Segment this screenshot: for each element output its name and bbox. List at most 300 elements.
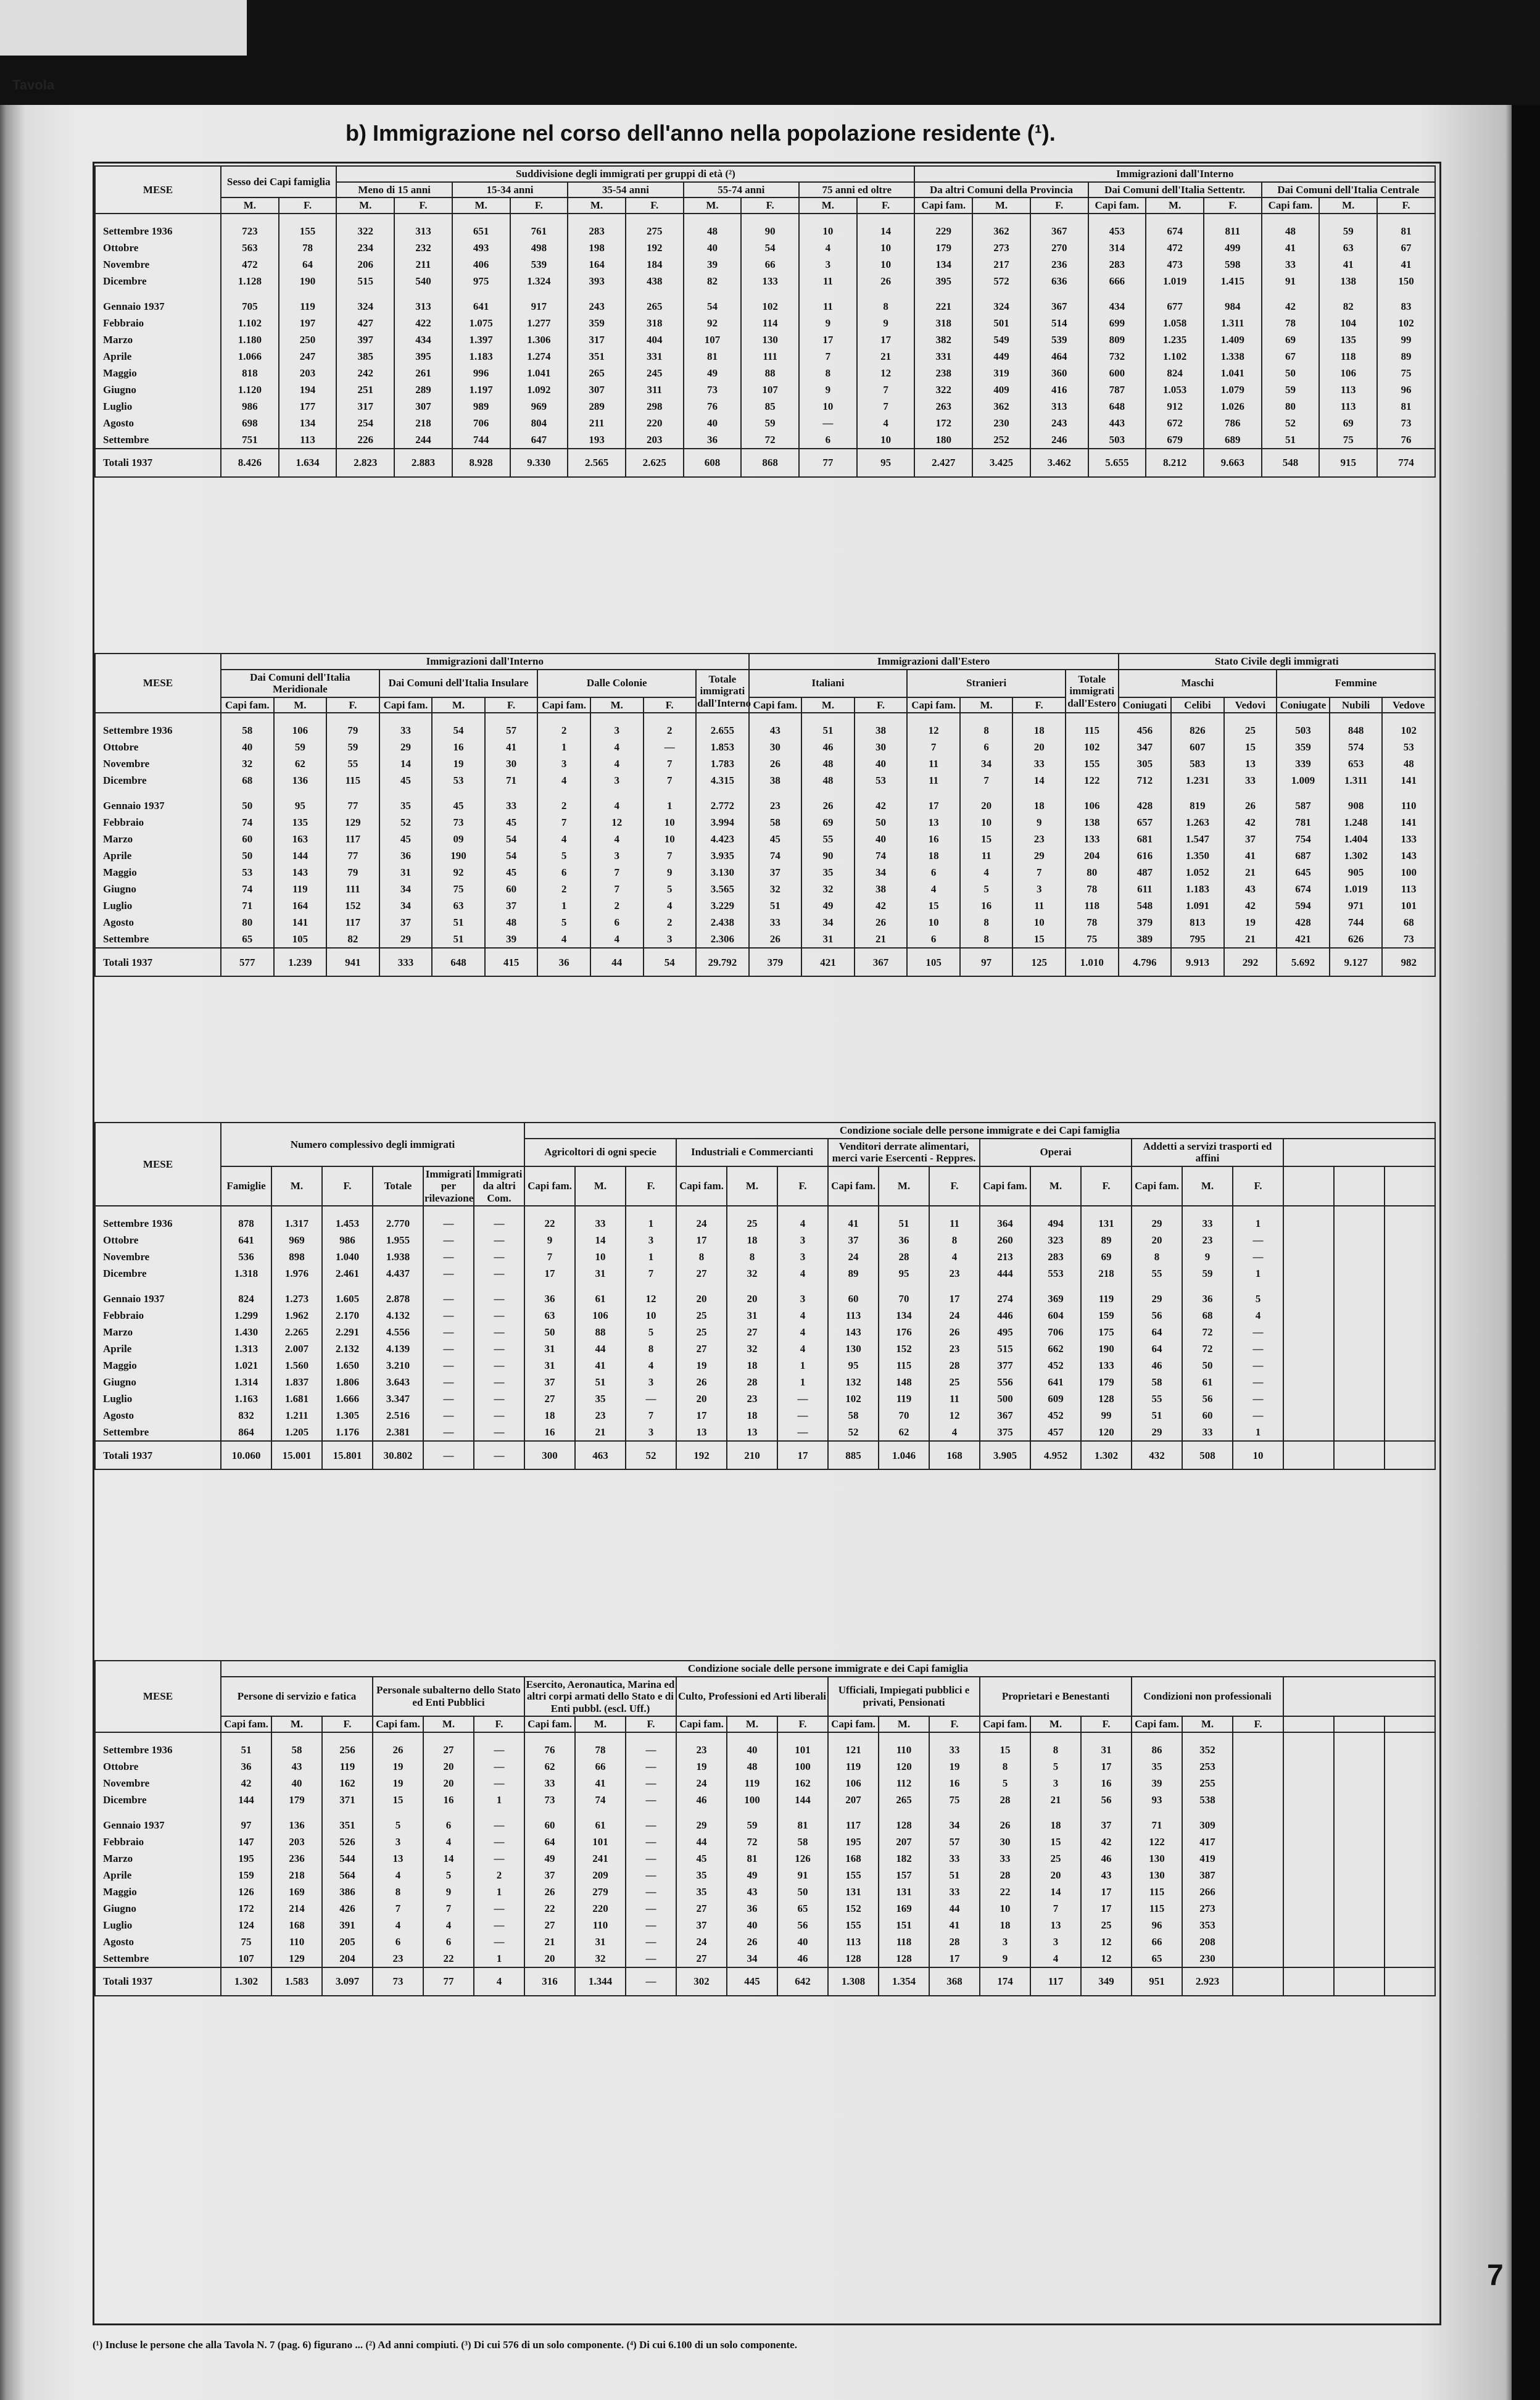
total-cell: 2.565: [568, 449, 626, 477]
table-cell: 64: [524, 1833, 575, 1850]
header-row: [95, 697, 1435, 713]
table-cell: 46: [801, 739, 855, 755]
table-cell: —: [423, 1357, 474, 1374]
total-cell: 885: [828, 1441, 879, 1469]
table-cell: —: [777, 1424, 828, 1441]
total-cell: 292: [1224, 948, 1277, 976]
table-cell: 311: [626, 381, 684, 398]
table-cell: 464: [1030, 348, 1088, 365]
table-cell: 39: [1132, 1775, 1182, 1792]
table-cell: 17: [929, 1290, 980, 1307]
table-cell: 30: [749, 739, 802, 755]
table-cell: —: [777, 1390, 828, 1407]
table-cell: 72: [741, 431, 799, 449]
table-cell: —: [474, 1248, 524, 1265]
table-cell: —: [1233, 1374, 1283, 1390]
table-cell: 787: [1088, 381, 1146, 398]
column-header: 55-74 anni: [684, 182, 799, 198]
table-cell: 207: [879, 1833, 929, 1850]
table-cell: 238: [914, 365, 972, 381]
table-cell: 91: [777, 1867, 828, 1883]
total-cell: 915: [1319, 449, 1377, 477]
total-cell: 868: [741, 449, 799, 477]
table-cell: 17: [676, 1232, 727, 1248]
table-cell: 1: [626, 1248, 676, 1265]
table-cell: 878: [221, 1215, 271, 1232]
total-cell: 951: [1132, 1967, 1182, 1996]
table-cell: 75: [929, 1792, 980, 1808]
table-cell: —: [474, 1933, 524, 1950]
table-cell: 198: [568, 239, 626, 256]
table-cell: 279: [575, 1883, 626, 1900]
total-cell: 168: [929, 1441, 980, 1469]
table-cell: 159: [221, 1867, 271, 1883]
table-cell: —: [1233, 1324, 1283, 1340]
total-label: Totali 1937: [95, 948, 221, 976]
table-cell: 48: [801, 772, 855, 789]
table-row: [95, 1775, 1435, 1792]
table-cell: 54: [684, 298, 742, 315]
table-cell: 352: [1182, 1742, 1233, 1758]
table-cell: 13: [1030, 1917, 1081, 1933]
column-header: [1283, 1677, 1435, 1717]
table-cell: 1.041: [1204, 365, 1262, 381]
table-cell: 540: [394, 273, 452, 289]
table-cell: [1283, 1215, 1334, 1232]
table-cell: 17: [907, 797, 960, 814]
total-cell: 367: [855, 948, 908, 976]
table-cell: 95: [879, 1265, 929, 1282]
table-cell: 45: [749, 831, 802, 847]
table-cell: 10: [799, 223, 857, 239]
table-cell: —: [626, 1390, 676, 1407]
table-cell: 1.053: [1146, 381, 1204, 398]
table-cell: 74: [221, 881, 274, 897]
table-row: [95, 398, 1435, 415]
table-cell: 22: [980, 1883, 1030, 1900]
table-cell: 832: [221, 1407, 271, 1424]
table-cell: 33: [1012, 755, 1066, 772]
table-cell: 4: [929, 1248, 980, 1265]
table-cell: 83: [1377, 298, 1435, 315]
table-cell: 971: [1330, 897, 1383, 914]
table-cell: [1385, 1290, 1435, 1307]
table-cell: 81: [1377, 398, 1435, 415]
table-cell: 41: [575, 1357, 626, 1374]
table-cell: 9: [423, 1883, 474, 1900]
table-cell: 404: [626, 331, 684, 348]
table-cell: [1334, 1867, 1385, 1883]
column-header: Capi fam.: [828, 1716, 879, 1732]
table-cell: —: [423, 1290, 474, 1307]
table-cell: [1283, 1850, 1334, 1867]
table-cell: 514: [1030, 315, 1088, 331]
table-cell: 367: [1030, 298, 1088, 315]
table-cell: 10: [857, 256, 915, 273]
table-cell: 905: [1330, 864, 1383, 881]
table-cell: 1.397: [452, 331, 510, 348]
column-header: Celibi: [1171, 697, 1224, 713]
table-cell: 266: [1182, 1883, 1233, 1900]
table-cell: 176: [879, 1324, 929, 1340]
scan-top-bar: [0, 0, 1540, 105]
table-cell: [1233, 1900, 1283, 1917]
total-cell: 29.792: [696, 948, 749, 976]
table-cell: 17: [1081, 1758, 1132, 1775]
total-cell: 1.302: [221, 1967, 271, 1996]
table-cell: 2: [537, 797, 590, 814]
column-header: Personale subalterno dello Stato ed Enti Pubblici: [373, 1677, 524, 1717]
table-cell: 9: [980, 1950, 1030, 1967]
total-cell: 2.923: [1182, 1967, 1233, 1996]
table-cell: 72: [1182, 1324, 1233, 1340]
table-cell: 46: [1132, 1357, 1182, 1374]
column-header: F.: [929, 1166, 980, 1206]
column-header: Capi fam.: [980, 1166, 1030, 1206]
table-cell: 56: [1182, 1390, 1233, 1407]
column-header: Capi fam.: [914, 197, 972, 214]
table-cell: 67: [1377, 239, 1435, 256]
table-cell: 4: [777, 1307, 828, 1324]
table-cell: 32: [727, 1265, 777, 1282]
table-cell: 12: [1081, 1950, 1132, 1967]
table-row: [95, 1917, 1435, 1933]
column-header: F.: [741, 197, 799, 214]
total-cell: 421: [801, 948, 855, 976]
table-cell: 45: [379, 831, 433, 847]
table-cell: 35: [676, 1867, 727, 1883]
table-cell: 809: [1088, 331, 1146, 348]
column-header: M.: [221, 197, 279, 214]
total-cell: 3.425: [972, 449, 1030, 477]
table-cell: 4: [590, 831, 644, 847]
table-cell: 75: [1319, 431, 1377, 449]
table-cell: 13: [373, 1850, 423, 1867]
table-cell: 42: [1262, 298, 1320, 315]
table-cell: 50: [221, 797, 274, 814]
table-row: [95, 1817, 1435, 1833]
table-row: [95, 331, 1435, 348]
table-cell: 168: [828, 1850, 879, 1867]
table-cell: [1233, 1867, 1283, 1883]
table-cell: 130: [1132, 1850, 1182, 1867]
table-cell: 28: [980, 1792, 1030, 1808]
table-cell: 1: [777, 1357, 828, 1374]
month-label: Giugno: [95, 881, 221, 897]
table-cell: 244: [394, 431, 452, 449]
table-cell: 38: [749, 772, 802, 789]
table-cell: 78: [575, 1742, 626, 1758]
table-cell: 18: [727, 1407, 777, 1424]
table-cell: 220: [626, 415, 684, 431]
total-cell: 5.655: [1088, 449, 1146, 477]
table-row: [95, 881, 1435, 897]
table-cell: 362: [972, 223, 1030, 239]
table-cell: 52: [379, 814, 433, 831]
table-cell: [1283, 1390, 1334, 1407]
table-cell: 88: [575, 1324, 626, 1340]
table-cell: 4.132: [373, 1307, 423, 1324]
table-cell: 29: [1132, 1424, 1182, 1441]
table-cell: 2: [590, 897, 644, 914]
table-cell: 11: [960, 847, 1013, 864]
table-cell: 56: [1081, 1792, 1132, 1808]
column-header: MESE: [95, 654, 221, 713]
table-cell: 148: [879, 1374, 929, 1390]
table-cell: 211: [568, 415, 626, 431]
column-header: F.: [777, 1716, 828, 1732]
table-cell: —: [474, 1290, 524, 1307]
table-cell: 51: [879, 1215, 929, 1232]
table-cell: 44: [676, 1833, 727, 1850]
table-cell: 114: [741, 315, 799, 331]
table-cell: 6: [537, 864, 590, 881]
table-cell: 3: [1012, 881, 1066, 897]
month-label: Luglio: [95, 398, 221, 415]
table-cell: 687: [1277, 847, 1330, 864]
total-cell: 508: [1182, 1441, 1233, 1469]
table-cell: —: [626, 1775, 676, 1792]
table-cell: [1334, 1324, 1385, 1340]
table-cell: 190: [279, 273, 337, 289]
column-header: Immigrazioni dall'Interno: [914, 166, 1435, 182]
table-cell: 25: [1224, 722, 1277, 739]
table-cell: 422: [394, 315, 452, 331]
table-cell: 130: [741, 331, 799, 348]
table-cell: 367: [980, 1407, 1030, 1424]
month-label: Agosto: [95, 1933, 221, 1950]
table-cell: 115: [879, 1357, 929, 1374]
table-cell: 12: [857, 365, 915, 381]
column-header: Capi fam.: [524, 1166, 575, 1206]
table-cell: 317: [336, 398, 394, 415]
table-row: [95, 256, 1435, 273]
table-cell: 101: [777, 1742, 828, 1758]
table-cell: 804: [510, 415, 568, 431]
table-cell: —: [777, 1407, 828, 1424]
table-cell: 21: [524, 1933, 575, 1950]
table-cell: 453: [1088, 223, 1146, 239]
table-cell: 113: [279, 431, 337, 449]
table-cell: 113: [1319, 381, 1377, 398]
table-cell: 131: [1081, 1215, 1132, 1232]
table-cell: [1385, 1817, 1435, 1833]
table-cell: 59: [727, 1817, 777, 1833]
month-label: Maggio: [95, 365, 221, 381]
table-cell: 51: [432, 914, 485, 931]
column-header: F.: [1233, 1716, 1283, 1732]
total-cell: 9.913: [1171, 948, 1224, 976]
month-label: Settembre 1936: [95, 1742, 221, 1758]
table-cell: 438: [626, 273, 684, 289]
table-cell: 641: [452, 298, 510, 315]
table-cell: 11: [929, 1390, 980, 1407]
table-cell: [1283, 1324, 1334, 1340]
table-cell: 848: [1330, 722, 1383, 739]
column-header: Immigrazioni dall'Interno: [221, 654, 749, 670]
table-cell: 92: [432, 864, 485, 881]
table-cell: 1.547: [1171, 831, 1224, 847]
column-header: [1334, 1716, 1385, 1732]
column-header: M.: [684, 197, 742, 214]
table-cell: 3.565: [696, 881, 749, 897]
table-cell: 64: [279, 256, 337, 273]
table-cell: 81: [684, 348, 742, 365]
table-cell: 1.650: [322, 1357, 373, 1374]
table-cell: 22: [423, 1950, 474, 1967]
table-cell: [1334, 1357, 1385, 1374]
table-cell: 25: [676, 1324, 727, 1340]
table-cell: 54: [485, 847, 538, 864]
column-header: M.: [1146, 197, 1204, 214]
table-row: [95, 1758, 1435, 1775]
table-cell: 55: [1132, 1265, 1182, 1282]
column-header: F.: [1204, 197, 1262, 214]
table-cell: 32: [749, 881, 802, 897]
table-cell: [1385, 1742, 1435, 1758]
table-cell: 705: [221, 298, 279, 315]
table-cell: [1283, 1407, 1334, 1424]
total-cell: 1.308: [828, 1967, 879, 1996]
total-row: [95, 1967, 1435, 1996]
table-row: [95, 739, 1435, 755]
total-cell: 10.060: [221, 1441, 271, 1469]
table-cell: 1.075: [452, 315, 510, 331]
table-cell: 43: [271, 1758, 322, 1775]
table-cell: 500: [980, 1390, 1030, 1407]
column-header: M.: [879, 1166, 929, 1206]
table-cell: 611: [1119, 881, 1172, 897]
column-header: Addetti a servizi trasporti ed affini: [1132, 1139, 1283, 1166]
column-header: MESE: [95, 1661, 221, 1732]
table-cell: 253: [1182, 1758, 1233, 1775]
table-cell: [1334, 1742, 1385, 1758]
table-cell: 68: [1382, 914, 1435, 931]
table-cell: [1233, 1792, 1283, 1808]
table-cell: 11: [799, 273, 857, 289]
table-cell: —: [423, 1424, 474, 1441]
table-cell: 1.681: [271, 1390, 322, 1407]
table-cell: 58: [828, 1407, 879, 1424]
column-header: M.: [432, 697, 485, 713]
month-label: Ottobre: [95, 239, 221, 256]
column-header: M.: [274, 697, 327, 713]
table-cell: 37: [676, 1917, 727, 1933]
table-social-condition: [94, 1660, 1436, 1996]
table-cell: 5: [626, 1324, 676, 1340]
table-cell: 66: [1132, 1933, 1182, 1950]
table-cell: 151: [879, 1917, 929, 1933]
column-header: Meno di 15 anni: [336, 182, 452, 198]
table-cell: —: [1233, 1248, 1283, 1265]
table-cell: 5: [537, 914, 590, 931]
table-cell: 115: [1066, 722, 1119, 739]
column-header: Vedovi: [1224, 697, 1277, 713]
page-number: 7: [1487, 2259, 1504, 2292]
table-cell: 1.180: [221, 331, 279, 348]
table-cell: 1.317: [271, 1215, 322, 1232]
table-cell: 49: [524, 1850, 575, 1867]
table-cell: 51: [929, 1867, 980, 1883]
column-header: Venditori derrate alimentari, merci varie Esercenti - Reppres.: [828, 1139, 980, 1166]
table-cell: 261: [394, 365, 452, 381]
table-cell: 641: [221, 1232, 271, 1248]
table-cell: 51: [801, 722, 855, 739]
table-cell: 138: [1319, 273, 1377, 289]
table-cell: 395: [914, 273, 972, 289]
table-row: [95, 415, 1435, 431]
table-cell: 309: [1182, 1817, 1233, 1833]
table-cell: 1.183: [452, 348, 510, 365]
table-cell: 3: [644, 931, 697, 948]
total-cell: [1233, 1967, 1283, 1996]
table-cell: 11: [907, 772, 960, 789]
table-cell: 434: [394, 331, 452, 348]
table-cell: 912: [1146, 398, 1204, 415]
table-cell: 8: [373, 1883, 423, 1900]
table-cell: 1.163: [221, 1390, 271, 1407]
table-cell: 8: [1030, 1742, 1081, 1758]
table-cell: 85: [741, 398, 799, 415]
table-cell: 43: [727, 1883, 777, 1900]
table-cell: 164: [274, 897, 327, 914]
table-cell: 34: [929, 1817, 980, 1833]
table-cell: 251: [336, 381, 394, 398]
table-cell: 273: [1182, 1900, 1233, 1917]
table-cell: 190: [432, 847, 485, 864]
table-cell: 113: [828, 1307, 879, 1324]
table-cell: 3: [980, 1933, 1030, 1950]
table-cell: 1.350: [1171, 847, 1224, 864]
table-cell: 7: [373, 1900, 423, 1917]
table-cell: 131: [828, 1883, 879, 1900]
table-cell: 110: [271, 1933, 322, 1950]
table-cell: —: [474, 1340, 524, 1357]
table-cell: 331: [914, 348, 972, 365]
total-cell: 4.952: [1030, 1441, 1081, 1469]
table-cell: —: [626, 1792, 676, 1808]
table-cell: 406: [452, 256, 510, 273]
table-cell: 59: [1182, 1265, 1233, 1282]
table-cell: 7: [857, 381, 915, 398]
table-cell: 150: [1377, 273, 1435, 289]
table-cell: 4: [590, 755, 644, 772]
table-cell: 101: [1382, 897, 1435, 914]
table-cell: 818: [221, 365, 279, 381]
table-cell: [1334, 1950, 1385, 1967]
table-cell: 46: [1081, 1850, 1132, 1867]
table-cell: 65: [777, 1900, 828, 1917]
column-header: MESE: [95, 166, 221, 214]
table-cell: 1.415: [1204, 273, 1262, 289]
table-cell: 1.058: [1146, 315, 1204, 331]
table-cell: 647: [510, 431, 568, 449]
table-cell: 5: [1233, 1290, 1283, 1307]
table-cell: 22: [524, 1900, 575, 1917]
table-cell: 73: [684, 381, 742, 398]
table-cell: 17: [799, 331, 857, 348]
table-cell: 32: [727, 1340, 777, 1357]
table-cell: 115: [326, 772, 379, 789]
table-cell: 34: [727, 1950, 777, 1967]
table-cell: 37: [379, 914, 433, 931]
total-cell: 95: [857, 449, 915, 477]
table-cell: 5: [644, 881, 697, 897]
table-cell: —: [423, 1265, 474, 1282]
table-cell: [1334, 1775, 1385, 1792]
month-label: Luglio: [95, 1390, 221, 1407]
table-cell: 71: [1132, 1817, 1182, 1833]
